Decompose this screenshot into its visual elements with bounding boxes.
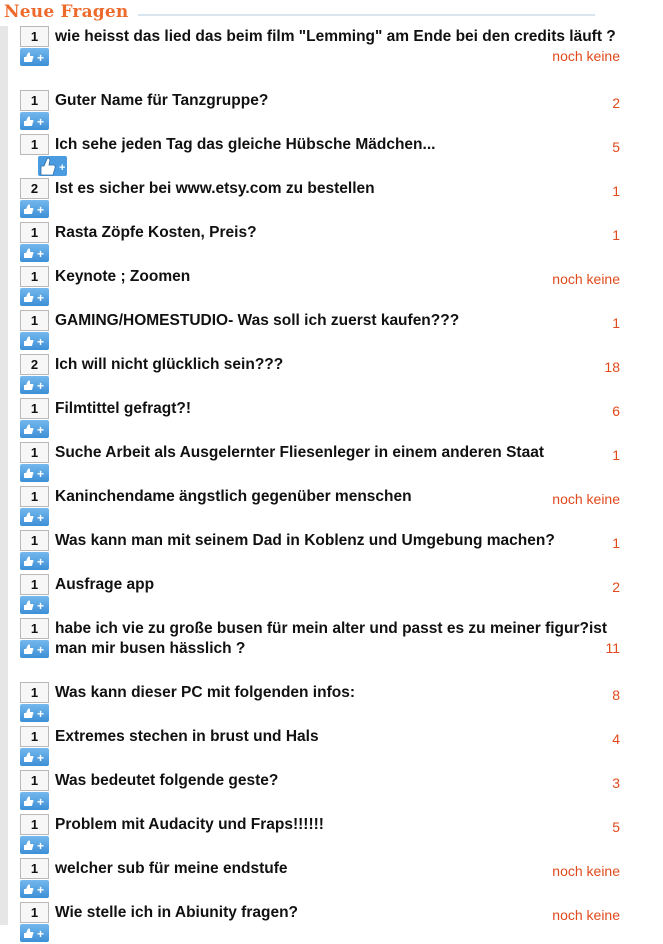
svg-text:+: + xyxy=(37,203,45,217)
svg-text:+: + xyxy=(37,115,45,129)
vote-count: 1 xyxy=(20,814,49,835)
svg-text:+: + xyxy=(37,247,45,261)
question-row xyxy=(0,528,663,572)
vote-count: 1 xyxy=(20,90,49,111)
answer-count: 5 xyxy=(612,139,620,155)
vote-box xyxy=(20,26,49,68)
vote-count: 1 xyxy=(20,618,49,639)
question-title-link[interactable]: wie heisst das lied das beim film "Lemming" am Ende bei den credits läuft ? xyxy=(55,28,616,45)
thumbs-up-icon xyxy=(20,244,49,262)
question-title-link[interactable]: Ich sehe jeden Tag das gleiche Hübsche Mädchen... xyxy=(55,136,436,153)
svg-text:+: + xyxy=(37,599,45,613)
answer-count: 3 xyxy=(612,775,620,791)
like-button[interactable] xyxy=(20,112,49,130)
question-row xyxy=(0,352,663,396)
question-title-link[interactable]: Wie stelle ich in Abiunity fragen? xyxy=(55,904,299,921)
svg-text:+: + xyxy=(37,883,45,897)
question-row xyxy=(0,132,663,176)
vote-count: 1 xyxy=(20,486,49,507)
like-button[interactable] xyxy=(20,288,49,306)
question-title-link[interactable]: Ist es sicher bei www.etsy.com zu bestellen xyxy=(55,180,375,197)
thumbs-up-icon xyxy=(20,836,49,854)
question-title-link[interactable]: Ausfrage app xyxy=(55,576,155,593)
svg-text:+: + xyxy=(59,162,66,174)
thumbs-up-icon xyxy=(20,420,49,438)
thumbs-up-icon xyxy=(20,376,49,394)
answer-count: noch keine xyxy=(552,907,620,923)
like-button[interactable] xyxy=(20,836,49,854)
vote-count: 1 xyxy=(20,726,49,747)
vote-box xyxy=(20,530,49,572)
thumbs-up-icon xyxy=(20,704,49,722)
vote-box xyxy=(20,134,66,176)
vote-box xyxy=(20,222,49,264)
thumbs-up-icon xyxy=(20,596,49,614)
like-button[interactable] xyxy=(20,200,49,218)
svg-text:+: + xyxy=(37,335,45,349)
question-title-link[interactable]: Was kann dieser PC mit folgenden infos: xyxy=(55,684,355,701)
question-title-link[interactable]: Rasta Zöpfe Kosten, Preis? xyxy=(55,224,257,241)
answer-count: 1 xyxy=(612,183,620,199)
like-button[interactable] xyxy=(20,792,49,810)
vote-box xyxy=(20,310,49,352)
svg-text:+: + xyxy=(37,839,45,853)
answer-count: noch keine xyxy=(552,491,620,507)
answer-count: noch keine xyxy=(552,48,620,64)
like-button[interactable] xyxy=(20,508,49,526)
header-divider xyxy=(138,14,595,16)
thumbs-up-icon xyxy=(20,508,49,526)
like-button[interactable] xyxy=(20,464,49,482)
question-row xyxy=(0,616,663,680)
like-button[interactable] xyxy=(20,48,49,66)
vote-box xyxy=(20,398,49,440)
vote-count: 1 xyxy=(20,26,49,47)
like-button[interactable] xyxy=(20,332,49,350)
question-title-link[interactable]: Was bedeutet folgende geste? xyxy=(55,772,279,789)
like-button[interactable] xyxy=(20,704,49,722)
vote-box xyxy=(20,902,49,944)
question-row xyxy=(0,88,663,132)
question-row xyxy=(0,812,663,856)
like-button[interactable] xyxy=(20,880,49,898)
answer-count: 8 xyxy=(612,687,620,703)
thumbs-up-icon xyxy=(20,748,49,766)
question-title-link[interactable]: welcher sub für meine endstufe xyxy=(55,860,288,877)
vote-count: 1 xyxy=(20,858,49,879)
like-button[interactable] xyxy=(20,924,49,942)
like-button[interactable] xyxy=(20,748,49,766)
svg-text:+: + xyxy=(37,511,45,525)
vote-box xyxy=(20,618,49,660)
svg-text:+: + xyxy=(37,707,45,721)
answer-count: 2 xyxy=(612,95,620,111)
vote-box xyxy=(20,178,49,220)
question-row xyxy=(0,768,663,812)
answer-count: 2 xyxy=(612,579,620,595)
vote-count: 1 xyxy=(20,134,49,155)
question-title-link[interactable]: Guter Name für Tanzgruppe? xyxy=(55,92,269,109)
answer-count: 1 xyxy=(612,535,620,551)
question-row xyxy=(0,264,663,308)
question-row xyxy=(0,484,663,528)
vote-count: 1 xyxy=(20,398,49,419)
section-title: Neue Fragen xyxy=(4,2,129,22)
svg-text:+: + xyxy=(37,467,45,481)
vote-count: 1 xyxy=(20,310,49,331)
vote-count: 1 xyxy=(20,574,49,595)
like-button[interactable] xyxy=(20,596,49,614)
vote-box xyxy=(20,486,49,528)
vote-count: 1 xyxy=(20,682,49,703)
question-title-link[interactable]: Keynote ; Zoomen xyxy=(55,268,191,285)
svg-text:+: + xyxy=(37,379,45,393)
like-button[interactable] xyxy=(20,552,49,570)
question-row xyxy=(0,220,663,264)
section-header xyxy=(0,0,663,24)
thumbs-up-icon xyxy=(20,48,49,66)
vote-count: 1 xyxy=(20,902,49,923)
thumbs-up-icon xyxy=(20,924,49,942)
like-button[interactable] xyxy=(20,420,49,438)
question-title-link[interactable]: Was kann man mit seinem Dad in Koblenz und Umgebung machen? xyxy=(55,532,555,549)
svg-text:+: + xyxy=(37,795,45,809)
like-button[interactable] xyxy=(20,640,49,658)
question-row xyxy=(0,572,663,616)
like-button[interactable] xyxy=(38,156,68,178)
vote-count: 1 xyxy=(20,266,49,287)
question-row xyxy=(0,724,663,768)
answer-count: noch keine xyxy=(552,271,620,287)
question-row xyxy=(0,856,663,900)
vote-count: 2 xyxy=(20,354,49,375)
like-button[interactable] xyxy=(20,376,49,394)
vote-box xyxy=(20,574,49,616)
question-title-link[interactable]: Ich will nicht glücklich sein??? xyxy=(55,356,284,373)
like-button[interactable] xyxy=(20,244,49,262)
question-row xyxy=(0,440,663,484)
svg-text:+: + xyxy=(37,291,45,305)
question-row xyxy=(0,900,663,944)
question-title-link[interactable]: Suche Arbeit als Ausgelernter Fliesenleger in einem anderen Staat xyxy=(55,444,544,461)
vote-count: 2 xyxy=(20,178,49,199)
thumbs-up-icon xyxy=(20,640,49,658)
thumbs-up-icon xyxy=(20,464,49,482)
question-row xyxy=(0,396,663,440)
thumbs-up-icon xyxy=(20,880,49,898)
thumbs-up-icon xyxy=(38,156,68,178)
vote-box xyxy=(20,442,49,484)
answer-count: 1 xyxy=(612,227,620,243)
vote-count: 1 xyxy=(20,530,49,551)
answer-count: 6 xyxy=(612,403,620,419)
vote-count: 1 xyxy=(20,442,49,463)
svg-text:+: + xyxy=(37,423,45,437)
answer-count: 4 xyxy=(612,731,620,747)
vote-count: 1 xyxy=(20,222,49,243)
answer-count: 18 xyxy=(604,359,620,375)
svg-text:+: + xyxy=(37,555,45,569)
question-title-link[interactable]: GAMING/HOMESTUDIO- Was soll ich zuerst kaufen??? xyxy=(55,312,460,329)
question-title-link[interactable]: Problem mit Audacity und Fraps!!!!!! xyxy=(55,816,324,833)
answer-count: 5 xyxy=(612,819,620,835)
answer-count: noch keine xyxy=(552,863,620,879)
vote-box xyxy=(20,726,49,768)
vote-box xyxy=(20,266,49,308)
thumbs-up-icon xyxy=(20,112,49,130)
question-row xyxy=(0,308,663,352)
thumbs-up-icon xyxy=(20,332,49,350)
vote-box xyxy=(20,814,49,856)
thumbs-up-icon xyxy=(20,552,49,570)
question-row xyxy=(0,24,663,88)
svg-text:+: + xyxy=(37,927,45,941)
question-row xyxy=(0,680,663,724)
vote-box xyxy=(20,858,49,900)
thumbs-up-icon xyxy=(20,200,49,218)
thumbs-up-icon xyxy=(20,792,49,810)
svg-text:+: + xyxy=(37,751,45,765)
vote-box xyxy=(20,90,49,132)
thumbs-up-icon xyxy=(20,288,49,306)
question-title-link[interactable]: Kaninchendame ängstlich gegenüber menschen xyxy=(55,488,412,505)
vote-box xyxy=(20,770,49,812)
vote-count: 1 xyxy=(20,770,49,791)
answer-count: 11 xyxy=(605,640,620,656)
vote-box xyxy=(20,354,49,396)
svg-text:+: + xyxy=(37,51,45,65)
vote-box xyxy=(20,682,49,724)
question-title-link[interactable]: Extremes stechen in brust und Hals xyxy=(55,728,319,745)
question-title-link[interactable]: habe ich vie zu große busen für mein alter und passt es zu meiner figur?ist man mir busen hässlich ? xyxy=(55,620,608,657)
question-row xyxy=(0,176,663,220)
answer-count: 1 xyxy=(612,447,620,463)
answer-count: 1 xyxy=(612,315,620,331)
question-title-link[interactable]: Filmtittel gefragt?! xyxy=(55,400,192,417)
svg-text:+: + xyxy=(37,643,45,657)
